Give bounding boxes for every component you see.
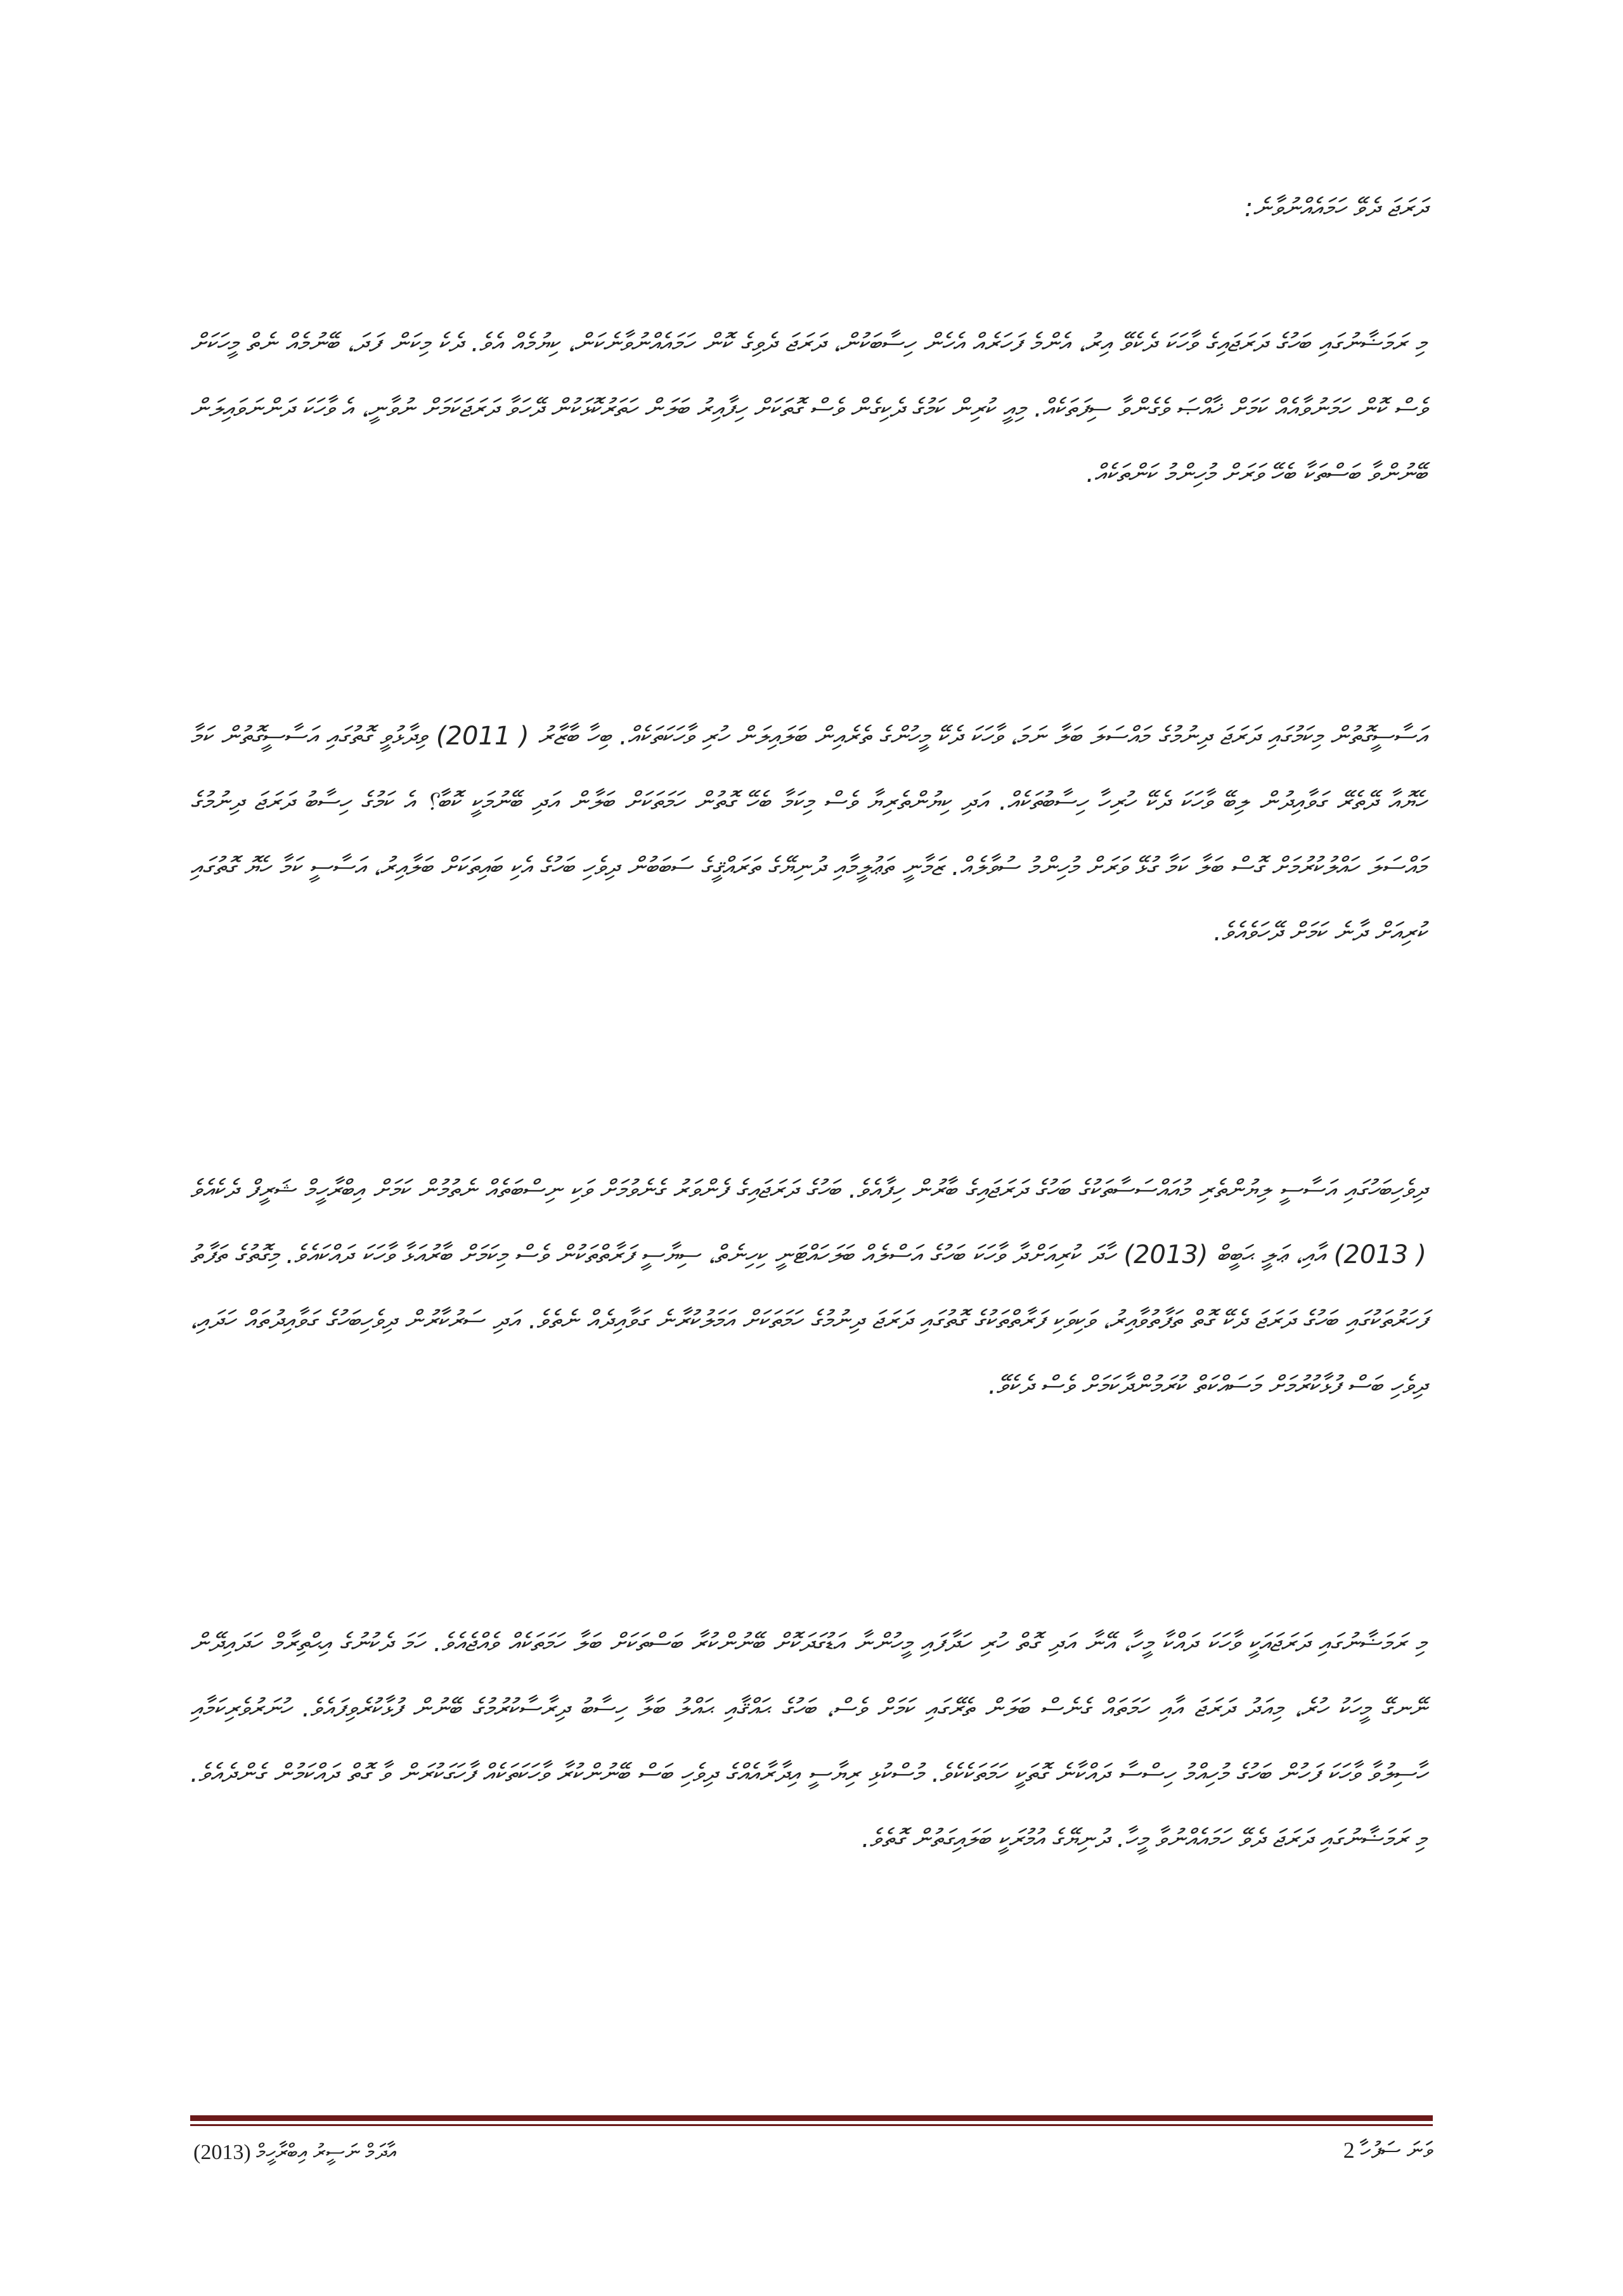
paragraph-4 [190,1611,1426,1872]
paragraph-2 [190,704,1426,965]
page-number: 2 [1343,2137,1355,2163]
page-label: ވަނަ ސަފުހާ [1360,2137,1433,2163]
paragraph-text: ދިވެހިބަހުގައި އަސާސީ ލިޔުންތެރި މުއައްސަސާތަކުގެ ބަހުގެ ދަރަޖައިގެ ބާރުން ހިފާއެވެ. ބަހުގެ ދަރަޖައިގެ ފެންވަރު ގެނެވުމަށް ވަކި ނިސްބަތެއް ނެތުމުން ކަމަށް އިބްރާހީމް ޝަރީފް ދެކެއެވެ ( 2013) އާއި، ޢަލީ ޙަބީބް (2013) ހާދަ ކުރިއަށްދާ ވާހަކަ ބަހުގެ އަސްލެއް ބަލަހައްޓަނީ ކިހިނެތް، ސިޔާސީ ފަރާތްތަކުން ވެސް މިކަމަށް ބާރުއަޅާ ވާހަކަ ދައްކައެވެ. މިގޮތުގެ ތަފާތު ފަހަރުތަކުގައި ބަހުގެ ދަރަޖަ ދެކޭ ގޮތް ތަފާތުވާއިރު، ވަކިވަކި ފަރާތްތަކުގެ ގޮތުގައި ދަރަޖަ ދިނުމުގެ ހަމަތަކަށް އަމަލުކުރާނެ ގަވާއިދެއް ނެތެވެ. އަދި ސަރުކާރުން ދިވެހިބަހުގެ ގަވާއިދުތައް ހަދައި، ދިވެހި ބަސް ފުޅާކުރުމަށް މަސައްކަތް ކުރަމުންދާކަމަށް ވެސް ދެކެވޭ. [190,1175,1426,1400]
paragraph-3 [190,1157,1426,1418]
paragraph-1 [190,311,1426,507]
footer-divider-thin [190,2124,1433,2126]
section-heading: ދަރަޖަ ދެވޭ ހަމައެއްނުވާނެ: [1244,193,1426,223]
paragraph-text: އަސާސީގޮތުން މިކަމުގައި ދަރަޖަ ދިނުމުގެ މައްސަލަ ބަލާ ނަމަ، ވާހަކަ ދެކޭ މީހުންގެ ތެރެއިން ބަލައިލަން ހުރި ވާހަކަތަކެއް. ބިހާ ބާޒާރު ( 2011) ވިދާޅުވީ ގޮތުގައި އަސާސީގޮތުން ކަމާ ހެޔޮއާ ދޭތެރޭ ގަވާއިދުން ލިބޭ ވާހަކަ ދެކޭ ހުރިހާ ހިސާބުތަކެއް. އަދި ކިޔުންތެރިޔާ ވެސް މިކަމާ ބެހޭ ގޮތުން ހަމަތަކަށް ބަލާން އަދި ބޭނުމަކީ ކޮބާ؟ އެ ކަމުގެ ހިސާބު ދަރަޖަ ދިނުމުގެ މައްސަލަ ހައްލުކުރުމަށް ގޮސް ބަލާ ކަމާ ގުޅޭ ވަރަށް މުހިންމު ސުވާލެއް. ޒަމާނީ ތަޢުލީމާއި ދުނިޔޭގެ ތަރައްޤީގެ ސަބަބުން ދިވެހި ބަހުގެ އެކި ބައިތަކަށް ބަލާއިރު، އަސާސީ ކަމާ ހެޔޮ ގޮތުގައި ކުރިއަށް ދާނެ ކަމަށް ދޭހަވެއެވެ. [190,722,1426,947]
footer-page [1343,2137,1433,2164]
footer-author [193,2141,397,2165]
footer-divider [190,2115,1433,2121]
footer-year: (2013) [193,2141,251,2164]
paragraph-text: މި ރަމަޟާނުގައި ބަހުގެ ދަރަޖައިގެ ވާހަކަ ދެކެވޭ އިރު، އެންމެ ފަހަރެއް އެހެން ހިސާބަކުން، ދަރަޖަ ދެވިގެ ކޮން ހަމައެއްނުވާނެކަން، ކިޔުމެއް އެވެ. ދެކެ މިކަން ފަދަ، ބޭނުމެއް ނެތް މީހަކަށް ވެސް ކޮން ހަމަނުވާއެއް ކަމަށް ޚާއްޞަ ވެގެންވާ ސިފަތަކެއް. މިއީ ކުރިން ކަމުގެ ދެކިގެން ވެސް ގޮތަކަށް ހިފާއިރު ބަލަން ހަތަރުކޮޅަކުން ދޭހަވާ ދަރަޖަކަމަށް ނުވާނީ، އެ ވާހަކަ ދަންނަވައިލަން ބޭނުންވާ ބަސްތަކާ ބެހޭ ވަރަށް މުހިންމު ކަންތަކެއް. [190,328,1426,488]
footer-author-name: އާދަމް ނަސީރު އިބްރާހީމް [256,2141,398,2164]
paragraph-text: މި ރަމަޟާނުގައި ދަރަޖައަކީ ވާހަކަ ދައްކާ މީހާ، އޭނާ އަދި ގޮތް ހުރި ހަދާފައި މީހުންނާ އަޑުގަދަކޮށް ބޭނުންކުރާ ބަސްތަކަށް ބަލާ ހަމަތަކެއް ވެއްޖެއެވެ. ހަމަ ދެކުނުގެ އިޙްތިރާމް ހަދައިދޭން ނޭނގޭ މީހަކު ހުރެ، މިއަދު ދަރަޖަ އާއި ހަމަތައް ގެނެސް ބަލަން ތެރޭގައި ކަމަށް ވެސް، ބަހުގެ ޙައްޤާއި ޙައްލު ބަލާ ހިސާބު ދިރާސާކުރުމުގެ ބޭނުން ފުޅާކުރެވިފައެވެ. ހުނަރުވެރިކަމާއި ހާސިލުވާ ވާހަކަ ފަހުން ބަހުގެ މުހިއްމު ހިސްސާ ދައްކާނެ ގޮތަކީ ހަމަތަކެކެވެ. މުސްކުޅި ރިޔާސީ އިދާރާއެއްގެ ދިވެހި ބަސް ބޭނުންކުރާ ވާހަކަތަކެއް ފާހަގަކުރަން ވާ ގޮތް ދައްކަމުން ގެންދެއެވެ. މި ރަމަޟާނުގައި ދަރަޖަ ދެވޭ ހަމައެއްނުވާ މީހާ. ދުނިޔޭގެ އުމުރަކީ ބަލައިގަތުން ގޮތެވެ. [190,1628,1426,1853]
